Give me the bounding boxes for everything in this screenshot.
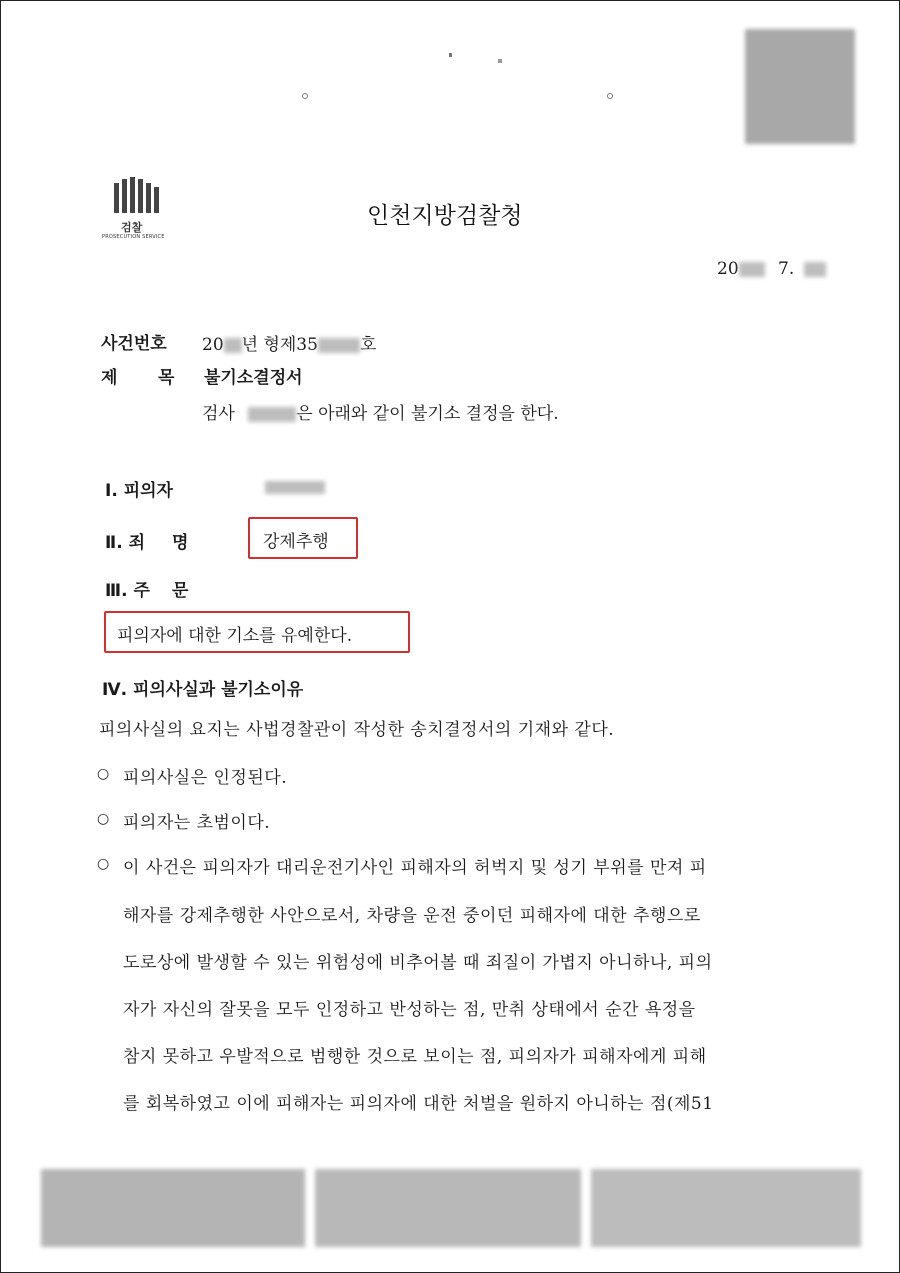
redacted-case-year (224, 338, 242, 353)
section-charge-label-b: 명 (172, 533, 189, 553)
charge-value: 강제추행 (263, 532, 329, 552)
reason-item-2: 피의자는 초범이다. (123, 813, 271, 833)
date-year-prefix: 20 (717, 259, 739, 279)
intro-part: 은 아래와 같이 불기소 결정을 한다. (296, 404, 559, 424)
reasons-intro: 피의사실의 요지는 사법경찰관이 작성한 송치결정서의 기재와 같다. (99, 720, 615, 740)
document-date (717, 259, 826, 279)
case-number-part: 년 형제35 (241, 335, 318, 355)
order-value: 피의자에 대한 기소를 유예한다. (117, 626, 353, 646)
reason-item-3-line: 참지 못하고 우발적으로 범행한 것으로 보이는 점, 피의자가 피해자에게 피해 (123, 1047, 707, 1067)
scan-mark (449, 53, 452, 57)
redacted-bottom-block (591, 1169, 861, 1247)
case-number-part: 호 (359, 335, 377, 355)
redacted-barcode (745, 29, 855, 144)
reason-item-3-line: 도로상에 발생할 수 있는 위험성에 비추어볼 때 죄질이 가볍지 아니하나, 피의 (123, 953, 713, 973)
reason-item-1: 피의사실은 인정된다. (123, 768, 288, 788)
prosecution-logo-icon (114, 177, 160, 213)
bullet-icon: ○ (97, 766, 110, 782)
redacted-case-no (318, 338, 360, 353)
reason-item-3-line: 를 회복하였고 이에 피해자는 피의자에 대한 처벌을 원하지 아니하는 점(제51 (123, 1094, 714, 1114)
redacted-day (804, 262, 826, 277)
section-reasons-label: Ⅳ. 피의사실과 불기소이유 (102, 680, 304, 700)
logo-text: 검찰 (121, 221, 143, 234)
section-order-label-b: 문 (172, 581, 189, 601)
scan-mark (498, 59, 502, 63)
case-number-value (202, 330, 376, 355)
office-title: 인천지방검찰청 (367, 203, 523, 229)
bullet-icon: ○ (97, 856, 110, 872)
redacted-bottom-block (41, 1169, 305, 1247)
reason-item-3-line: 자가 자신의 잘못을 모두 인정하고 반성하는 점, 만취 상태에서 순간 욕정을 (123, 1000, 696, 1020)
section-suspect-label: Ⅰ. 피의자 (105, 481, 173, 501)
section-order-label-a: Ⅲ. 주 (105, 581, 150, 601)
reason-item-3-line: 이 사건은 피의자가 대리운전기사인 피해자의 허벅지 및 성기 부위를 만져 피 (123, 858, 707, 878)
case-number-label: 사건번호 (101, 334, 167, 354)
reason-item-3-line: 해자를 강제추행한 사안으로서, 차량을 운전 중이던 피해자에 대한 추행으로 (123, 906, 701, 926)
redacted-prosecutor-name (248, 407, 296, 422)
date-month: 7. (778, 259, 795, 279)
bullet-icon: ○ (97, 811, 110, 827)
intro-sentence (202, 399, 559, 424)
intro-part: 검사 (202, 404, 235, 424)
redacted-year (739, 262, 765, 277)
document-title: 불기소결정서 (204, 368, 303, 388)
subject-label-b: 목 (158, 368, 175, 388)
scan-mark (302, 93, 308, 99)
redacted-suspect-name (265, 481, 325, 494)
section-charge-label-a: Ⅱ. 죄 (105, 533, 145, 553)
scan-mark (607, 93, 613, 99)
subject-label-a: 제 (101, 368, 118, 388)
logo-subtext: PROSECUTION SERVICE (102, 234, 165, 240)
case-number-part: 20 (202, 335, 224, 355)
redacted-bottom-block (315, 1169, 581, 1247)
